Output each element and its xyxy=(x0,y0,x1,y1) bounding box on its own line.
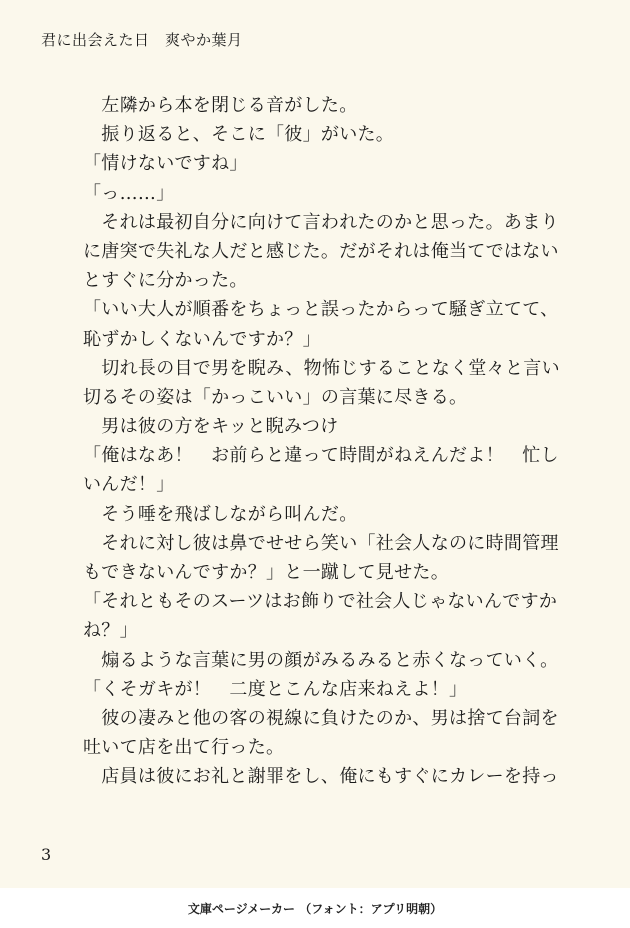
text-line: 左隣から本を閉じる音がした。 xyxy=(83,95,358,116)
text-line: 男は彼の方をキッと睨みつけ xyxy=(83,416,339,438)
text-line: 「俺はなあ！ お前らと違って時間がねえんだよ！ 忙し xyxy=(83,445,559,467)
text-line: そう唾を飛ばしながら叫んだ。 xyxy=(83,503,358,525)
text-line: 「っ……」 xyxy=(83,182,175,204)
text-line: とすぐに分かった。 xyxy=(83,270,248,292)
text-line: 煽るような言葉に男の顔がみるみると赤くなっていく。 xyxy=(83,649,559,671)
body-text xyxy=(83,91,560,792)
text-line: ね？」 xyxy=(83,620,138,642)
text-line: 「それともそのスーツはお飾りで社会人じゃないんですか xyxy=(83,591,558,613)
text-line: 切れ長の目で男を睨み、物怖じすることなく堂々と言い xyxy=(83,357,560,379)
text-line: 恥ずかしくないんですか？」 xyxy=(83,328,321,350)
text-line: 「くそガキが！ 二度とこんな店来ねえよ！」 xyxy=(83,678,468,700)
footer-credit: 文庫ページメーカー （フォント：アプリ明朝） xyxy=(187,902,443,916)
text-line: もできないんですか？」と一蹴して見せた。 xyxy=(83,562,449,583)
footer-bar xyxy=(0,888,630,928)
text-line: いんだ！」 xyxy=(83,474,175,496)
text-line: 吐いて店を出て行った。 xyxy=(83,737,285,759)
text-line: 「情けないですね」 xyxy=(83,153,248,175)
text-line: に唐突で失礼な人だと感じた。だがそれは俺当てではない xyxy=(83,240,559,262)
text-line: それは最初自分に向けて言われたのかと思った。あまり xyxy=(83,211,559,233)
text-line: 店員は彼にお礼と謝罪をし、俺にもすぐにカレーを持っ xyxy=(83,766,559,788)
page-number: 3 xyxy=(41,845,52,864)
text-line: 振り返ると、そこに「彼」がいた。 xyxy=(83,124,395,146)
text-line: 切るその姿は「かっこいい」の言葉に尽きる。 xyxy=(83,386,468,408)
text-line: 「いい大人が順番をちょっと誤ったからって騒ぎ立てて、 xyxy=(83,299,559,321)
text-line: 彼の凄みと他の客の視線に負けたのか、男は捨て台詞を xyxy=(83,707,559,729)
text-line: それに対し彼は鼻でせせら笑い「社会人なのに時間管理 xyxy=(83,532,559,554)
running-header: 君に出会えた日 爽やか葉月 xyxy=(41,31,243,49)
